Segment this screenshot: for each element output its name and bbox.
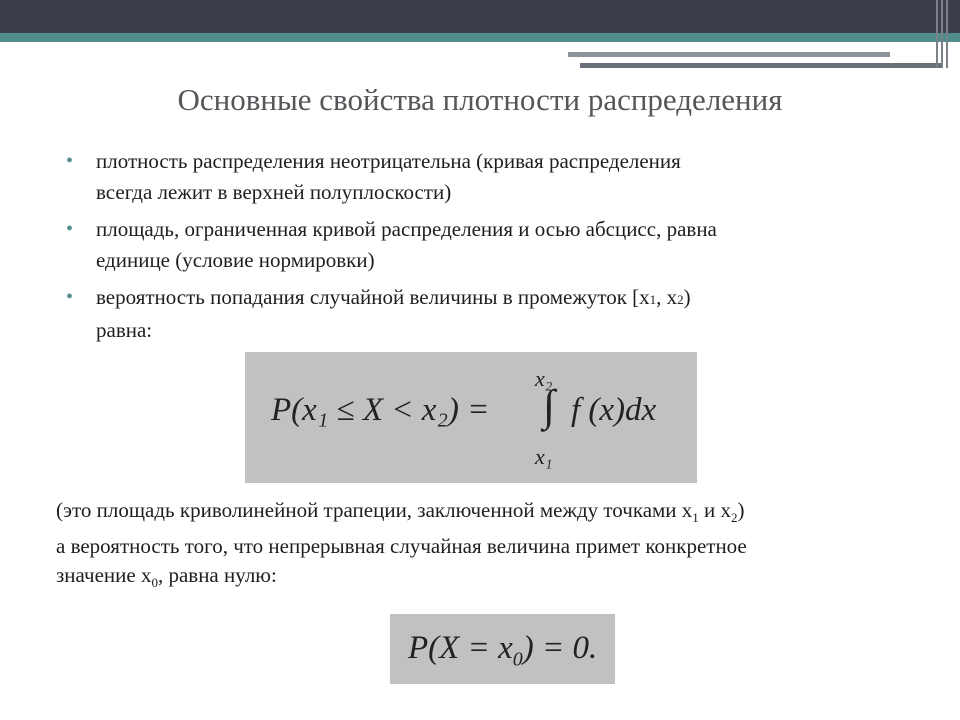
bullet-text: площадь, ограниченная кривой распределения и осью абсцисс, равна: [96, 217, 717, 241]
bullet-text: единице (условие нормировки): [96, 248, 375, 272]
note-text: а вероятность того, что непрерывная случайная величина примет конкретное: [56, 534, 747, 559]
decor-bar: [580, 63, 942, 68]
bullet-text: плотность распределения неотрицательна (кривая распределения: [96, 149, 681, 173]
subscript: 2: [677, 292, 684, 307]
bullet-dot-icon: •: [66, 218, 74, 240]
bullet-text: вероятность попадания случайной величины в промежуток [x: [96, 285, 650, 309]
explanation-text: [56, 496, 916, 597]
integral-lower-limit: x₁: [535, 444, 553, 469]
bullet-item: [66, 214, 896, 276]
bullet-text: ): [683, 285, 691, 309]
slide-title: Основные свойства плотности распределения: [177, 82, 783, 117]
subscript: 1: [692, 510, 699, 526]
subscript: 0: [151, 575, 158, 591]
subscript: 2: [731, 510, 738, 526]
decor-bar: [568, 52, 890, 57]
bullet-text: , x: [656, 285, 678, 309]
note-text: ): [737, 498, 745, 522]
bullet-text: всегда лежит в верхней полуплоскости): [96, 180, 452, 204]
probability-formula: [245, 352, 697, 483]
bullet-item: [66, 282, 896, 346]
point-probability-formula: [390, 614, 615, 684]
accent-stripe: [0, 33, 960, 42]
bullet-dot-icon: •: [66, 286, 74, 308]
formula-text: $P(X = x_0) = 0$.: [408, 630, 598, 671]
formula-left: P(x₁ ≤ X < x₂) =: [271, 392, 490, 428]
formula-right: f (x)dx: [571, 392, 657, 428]
subscript: 1: [649, 292, 657, 307]
note-text: (это площадь криволинейной трапеции, заключенной между точками x: [56, 498, 693, 522]
note-text: значение x: [56, 563, 152, 588]
bullet-dot-icon: •: [66, 150, 74, 172]
bullet-list: [66, 146, 896, 352]
header-band: [0, 0, 960, 33]
integral-upper-limit: x₂: [535, 366, 553, 391]
note-text: , равна нулю:: [157, 563, 277, 588]
note-text: и x: [698, 498, 732, 522]
bullet-item: [66, 146, 896, 208]
integral-sign: ∫: [543, 381, 556, 430]
decor-rules: [936, 0, 950, 68]
bullet-text: равна:: [96, 318, 153, 342]
